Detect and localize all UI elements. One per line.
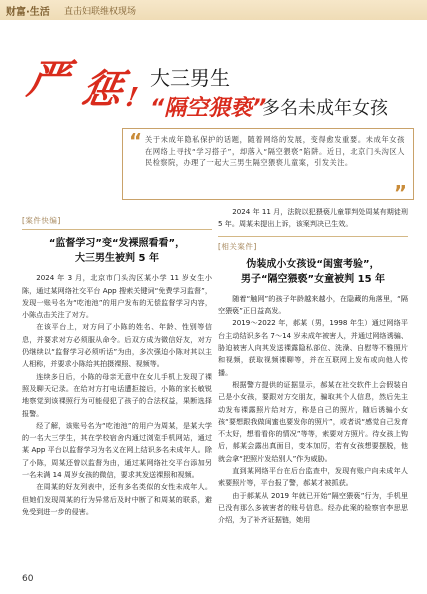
close-quote-icon: ” [393,181,407,205]
page-number: 60 [22,574,34,584]
body-paragraph: 连续多日后，小陈的母亲无意中在女儿手机上发现了裸照及聊天记录。在给对方打电话遭拒接后，小陈的家长敏锐地察觉到该裸照行为可能侵犯了孩子的合法权益，果断选择报警。 [22,371,212,418]
related-headline-line-2: 男子“隔空猥亵”女童被判 15 年 [240,273,386,285]
related-case-tag: [相关案件] [218,241,257,251]
body-paragraph: 直到某网络平台在后台监查中，发现有账户向未成年人索要照片等，平台报了警，郝某才被抓获。 [218,466,408,488]
body-paragraph: 在周某的好友列表中，还有多名类似的女性未成年人。但她们发现周某的行为异常后及时中断了和周某的联系，避免受到进一步的侵害。 [22,482,212,516]
divider [218,236,408,237]
body-paragraph: 随着“触网”的孩子年龄越来越小，在隐藏的角落里，“隔空猥亵”正日益高发。 [218,293,408,316]
open-quote-icon: “ [129,129,143,153]
section-label: 财富·生活 [6,7,50,18]
title-line-2-quoted: “隔空猥亵” [150,96,267,121]
section-header-bar [0,0,427,20]
title-line-1: 大三男生 [150,66,230,90]
title-exclamation: ! [123,83,141,113]
body-paragraph: 根据警方提供的证据显示，郝某在社交软件上会假装自己是小女孩，要跟对方交朋友，骗取其个人信息，然后先主动发布裸露照片给对方，称是自己的照片，随后诱骗小女孩“要想跟我做闺蜜也要发你的照片”，或者说“感觉自己发育不太好，想看看你的情况”等等，索要对方照片。待女孩上钩后，郝某会露出真面目，变本加厉，若有女孩想要摆脱，他就会拿“把照片发给别人”作为威胁。 [218,379,408,463]
body-paragraph: 在该平台上，对方问了小陈的姓名、年龄、性别等信息，并要求对方必须服从命令。后双方成为微信好友，对方仍继续以“监督学习必须听话”为由，多次强迫小陈对其以主人相称，并要求小陈给其拍摄裸照、视频等。 [22,322,212,369]
title-char-yan: 严 [23,56,73,103]
body-paragraph: 2024 年 11 月，法院以犯猥亵儿童罪判处周某有期徒刑 5 年。周某未提出上诉，该案判决已生效。 [218,207,408,229]
lead-box [122,128,414,205]
divider [22,229,212,230]
subsection-label: 直击妇联维权现场 [64,7,137,17]
related-headline-line-1: 伪装成小女孩设“闺蜜考验”， [246,258,380,270]
right-column [218,206,408,527]
body-paragraph: 2019～2022 年，郝某（男，1998 年生）通过网络平台主动结识多名 7～14 岁未成年被害人，并通过网络诱骗、胁迫被害人向其发送裸露隐私部位、洗澡、自慰等不雅照片和视频，获取视频裸聊等，并在互联网上发布或向他人传播。 [218,318,408,377]
case-headline-line-1: “监督学习”变“发裸照看看”， [48,238,186,250]
case-headline-line-2: 大三男生被判 5 年 [75,253,159,265]
title-char-cheng: 惩 [77,66,127,113]
left-column [22,215,212,518]
article-title [0,56,427,130]
body-paragraph: 经了解，该账号名为“吃池池”的用户为周某，是某大学的一名大三学生，其在学校宿舍内通过浏览手机网站，通过某 App 平台以监督学习为名义在网上结识多名未成年人。除了小陈，周某还曾以监督为由，通过某网络社交平台添加另一名未满 14 周岁女孩的微信，要求其发送裸照和视频。 [22,420,212,480]
body-paragraph: 2024 年 3 月，北京市门头沟区某小学 11 岁女生小陈，通过某网络社交平台 App 搜索关键词“免费学习监督”，发现一账号名为“吃池池”的用户发布的无偿监督学习内容，小陈点击关注了对方。 [22,273,212,320]
case-tag: [案件快编] [22,216,61,225]
title-line-2-rest: 多名未成年女孩 [262,98,388,119]
lead-text: 关于未成年隐私保护的话题，随着网络的发展，变得愈发重要。未成年女孩在网络上寻找“学习搭子”，却落入“隔空猥亵”陷阱。近日，北京门头沟区人民检察院，办理了一起大三男生隔空猥亵儿童案，引发关注。 [145,135,405,167]
body-paragraph: 由于郝某从 2019 年就已开始“隔空猥亵”行为，手机里已没有那么多被害者的账号信息。经办此案的检察官李思思介绍，为了补齐证据链，她用 [218,490,408,525]
